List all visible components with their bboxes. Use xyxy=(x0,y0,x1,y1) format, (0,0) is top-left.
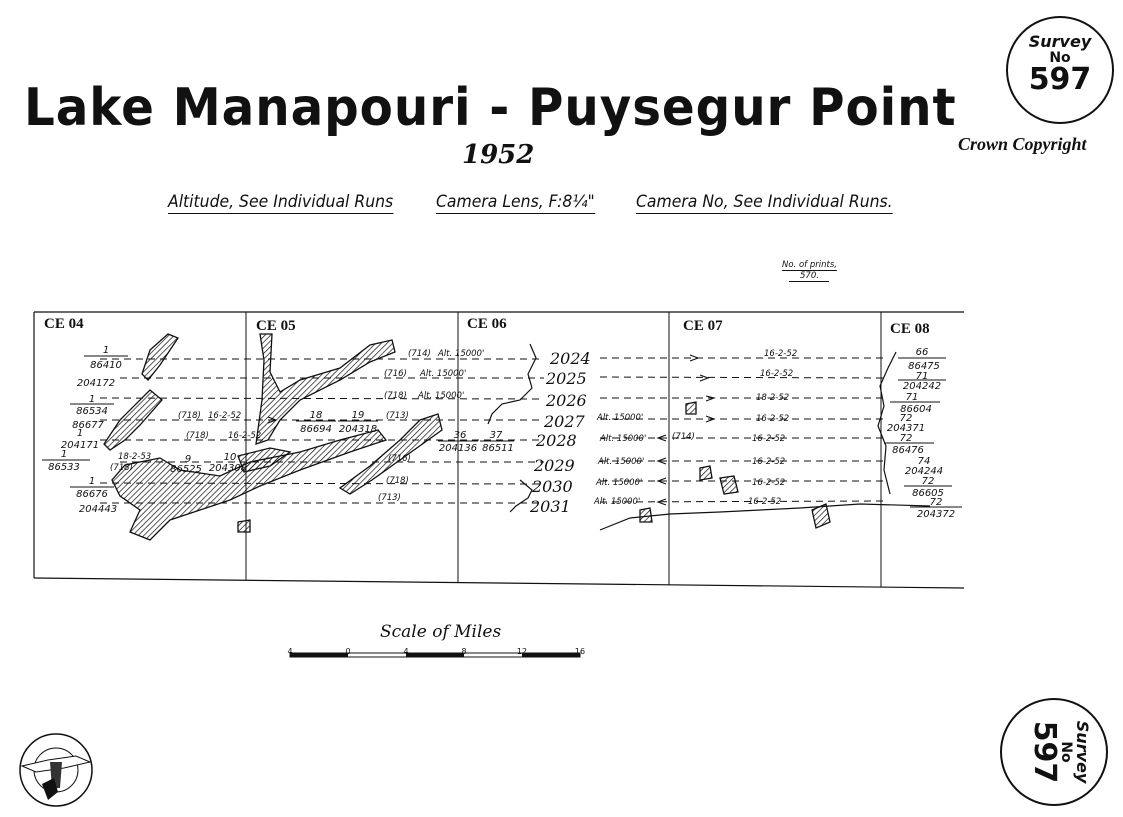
lake-shape xyxy=(700,466,712,480)
camera-number: (716) xyxy=(388,454,411,464)
negative-number: 204244 xyxy=(904,466,944,477)
negative-number: 204242 xyxy=(902,381,942,392)
flight-date: 16-2-52 xyxy=(752,478,786,488)
negative-number: 204308 xyxy=(208,463,248,474)
photo-number: 74 xyxy=(917,456,931,467)
photo-number: 66 xyxy=(915,347,929,358)
altitude-note: Altitude, See Individual Runs xyxy=(168,192,394,212)
scale-bar xyxy=(290,653,580,657)
altitude-label: Alt. 15000' xyxy=(600,434,647,444)
lake-shape xyxy=(640,508,652,522)
run-number: 2025 xyxy=(546,369,587,388)
negative-number: 204172 xyxy=(76,378,116,389)
prints-value: 570. xyxy=(789,271,829,282)
camera-number: (718) xyxy=(110,463,133,473)
arrow-right xyxy=(690,355,698,361)
altitude-label: Alt. 15000' xyxy=(598,457,645,467)
scale-label: Scale of Miles xyxy=(380,622,502,642)
negative-number: 204171 xyxy=(60,440,100,451)
camera-number-note: Camera No, See Individual Runs. xyxy=(636,192,893,212)
photo-number: 18 xyxy=(309,410,323,421)
run-number: 2024 xyxy=(550,349,591,368)
negative-number: 86676 xyxy=(76,489,108,500)
camera-number: (714) xyxy=(672,432,695,442)
negative-number: 204136 xyxy=(438,443,478,454)
camera-number: (718) xyxy=(386,476,409,486)
flight-line xyxy=(600,377,884,378)
run-number: 2026 xyxy=(546,391,587,410)
survey-year: 1952 xyxy=(462,140,535,170)
sheet-label: CE 07 xyxy=(683,318,723,334)
negative-number: 86534 xyxy=(76,406,108,417)
scale-tick: 12 xyxy=(516,647,528,656)
company-logo xyxy=(20,734,92,806)
camera-number: (714) xyxy=(408,349,431,359)
altitude-label: Alt. 15000' xyxy=(438,349,485,359)
negative-number: 86410 xyxy=(90,360,122,371)
stamp-number: 597 xyxy=(1028,62,1092,97)
sheet-label: CE 08 xyxy=(890,321,930,337)
run-number: 2028 xyxy=(536,431,577,450)
negative-number: 86604 xyxy=(900,404,932,415)
camera-number: (713) xyxy=(378,493,401,503)
altitude-label: Alt. 15000' xyxy=(420,369,467,379)
negative-number: 204372 xyxy=(916,509,956,520)
negative-number: 204371 xyxy=(886,423,926,434)
photo-number: 72 xyxy=(921,476,935,487)
run-number: 2031 xyxy=(530,497,571,516)
flight-date: 18-2-53 xyxy=(118,452,152,462)
photo-number: 1 xyxy=(60,449,68,460)
photo-number: 1 xyxy=(88,476,96,487)
flight-date: 16-2-52 xyxy=(208,411,242,421)
negative-number: 86677 xyxy=(72,420,104,431)
negative-number: 204318 xyxy=(338,424,378,435)
lake-shape xyxy=(238,520,250,532)
photo-number: 37 xyxy=(489,430,503,441)
photo-number: 19 xyxy=(351,410,365,421)
stamp-no-label: No xyxy=(1049,50,1071,66)
stamp-no-label: No xyxy=(1058,741,1074,763)
lake-shape xyxy=(142,334,178,380)
photo-number: 72 xyxy=(899,413,913,424)
camera-number: (718) xyxy=(178,411,201,421)
scale-tick: 0 xyxy=(345,647,351,656)
sheet-label: CE 06 xyxy=(467,316,507,332)
altitude-label: Alt. 15000' xyxy=(597,413,644,423)
copyright-notice: Crown Copyright xyxy=(958,134,1087,154)
photo-number: 10 xyxy=(223,452,237,463)
camera-lens-note: Camera Lens, F:8¼" xyxy=(436,192,595,212)
photo-number: 9 xyxy=(184,454,192,465)
flight-date: 16-2-52 xyxy=(760,369,794,379)
scale-tick: 4 xyxy=(403,647,409,656)
run-number: 2030 xyxy=(532,477,573,496)
flight-date: 16-2-52 xyxy=(756,414,790,424)
negative-number: 86475 xyxy=(908,361,940,372)
flight-date: 16-2-52 xyxy=(752,457,786,467)
lake-shape xyxy=(720,476,738,494)
photo-number: 71 xyxy=(905,392,919,403)
sheet-label: CE 05 xyxy=(256,318,296,334)
negative-number: 86694 xyxy=(300,424,332,435)
altitude-label: Alt. 15000' xyxy=(596,478,643,488)
negative-number: 86511 xyxy=(482,443,514,454)
lake-shape xyxy=(686,402,696,414)
camera-number: (718) xyxy=(186,431,209,441)
negative-number: 86476 xyxy=(892,445,924,456)
camera-number: (718) xyxy=(384,391,407,401)
negative-number: 86533 xyxy=(48,462,80,473)
photo-number: 1 xyxy=(88,394,96,405)
scale-tick: 8 xyxy=(461,647,467,656)
flight-date: 18-2-52 xyxy=(756,393,790,403)
stamp-survey-label: Survey xyxy=(1073,720,1092,784)
flight-line xyxy=(100,398,544,399)
photo-number: 1 xyxy=(102,345,110,356)
coastline xyxy=(510,480,532,512)
photo-number: 1 xyxy=(76,428,84,439)
altitude-label: Alt. 15000' xyxy=(418,391,465,401)
coastline xyxy=(488,344,536,424)
frame-bottom xyxy=(34,578,964,588)
altitude-label: Alt. 15000' xyxy=(594,497,641,507)
flight-date: 16-2-52 xyxy=(752,434,786,444)
map-title: Lake Manapouri - Puysegur Point xyxy=(24,78,957,138)
prints-label: No. of prints, xyxy=(782,260,837,270)
camera-number: (716) xyxy=(384,369,407,379)
stamp-survey-label: Survey xyxy=(1028,32,1092,51)
photo-number: 71 xyxy=(915,371,929,382)
negative-number: 86525 xyxy=(170,464,202,475)
photo-number: 72 xyxy=(899,433,913,444)
photo-number: 36 xyxy=(453,430,467,441)
negative-number: 86605 xyxy=(912,488,944,499)
negative-number: 204443 xyxy=(78,504,118,515)
arrow-right xyxy=(700,375,708,381)
flight-date: 16-2-52 xyxy=(748,497,782,507)
photo-number: 72 xyxy=(929,497,943,508)
stamp-number: 597 xyxy=(1027,720,1062,784)
scale-tick: 4 xyxy=(287,647,293,656)
flight-date: 16-2-52 xyxy=(764,349,798,359)
flight-date: 16-2-52 xyxy=(228,431,262,441)
run-number: 2027 xyxy=(544,412,585,431)
scale-tick: 16 xyxy=(574,647,586,656)
sheet-label: CE 04 xyxy=(44,316,84,332)
camera-number: (713) xyxy=(386,411,409,421)
flight-line xyxy=(600,501,884,502)
run-number: 2029 xyxy=(534,456,575,475)
